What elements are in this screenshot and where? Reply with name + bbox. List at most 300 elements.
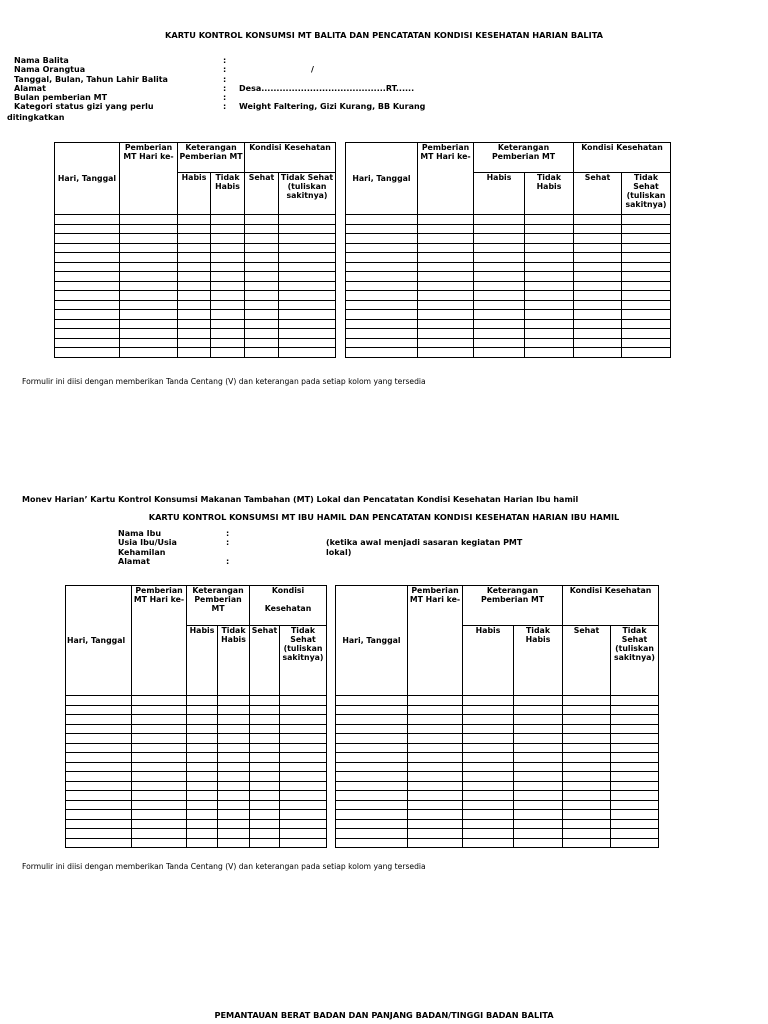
table-cell — [474, 272, 525, 282]
table-cell — [474, 224, 525, 234]
table-cell — [514, 810, 563, 820]
table-cell — [66, 734, 132, 744]
table-cell — [178, 310, 211, 320]
table-cell — [250, 734, 280, 744]
table-cell — [245, 262, 279, 272]
table-cell — [408, 753, 463, 763]
table-cell — [563, 829, 611, 839]
table-row — [55, 253, 336, 263]
table-cell — [336, 791, 408, 801]
table-cell — [418, 281, 474, 291]
table-row — [66, 791, 327, 801]
table-cell — [463, 772, 514, 782]
table-cell — [178, 281, 211, 291]
table-cell — [346, 262, 418, 272]
ibu-hamil-table-left — [65, 585, 327, 848]
table-cell — [66, 743, 132, 753]
table-cell — [336, 696, 408, 706]
table-cell — [250, 762, 280, 772]
table-cell — [611, 838, 659, 848]
table-cell — [178, 243, 211, 253]
table-cell — [563, 800, 611, 810]
table-cell — [611, 781, 659, 791]
table-cell — [418, 310, 474, 320]
table-row — [55, 300, 336, 310]
col-header-tidak-sehat: Tidak Sehat (tuliskan sakitnya) — [279, 173, 336, 215]
table-cell — [346, 243, 418, 253]
table-cell — [346, 272, 418, 282]
table-cell — [120, 310, 178, 320]
col-header-tidak-habis: Tidak Habis — [211, 173, 245, 215]
table-row — [346, 348, 671, 358]
table-cell — [514, 819, 563, 829]
table-row — [336, 762, 659, 772]
table-cell — [514, 715, 563, 725]
table-cell — [514, 753, 563, 763]
table-cell — [418, 215, 474, 225]
table-cell — [514, 724, 563, 734]
table-cell — [622, 338, 671, 348]
table-cell — [563, 696, 611, 706]
table-cell — [187, 800, 218, 810]
table-cell — [66, 753, 132, 763]
table-cell — [250, 829, 280, 839]
balita-identity-fields — [14, 56, 454, 112]
table-row — [55, 310, 336, 320]
table-cell — [525, 348, 574, 358]
table-cell — [211, 329, 245, 339]
table-row — [66, 696, 327, 706]
table-cell — [211, 272, 245, 282]
col-header-tidak-sehat: Tidak Sehat (tuliskan sakitnya) — [622, 173, 671, 215]
table-cell — [622, 329, 671, 339]
table-row — [66, 715, 327, 725]
col-header-habis: Habis — [463, 626, 514, 696]
table-cell — [120, 272, 178, 282]
col-header-kondisi-line1: Kondisi — [271, 586, 305, 595]
table-row — [346, 262, 671, 272]
table-cell — [211, 310, 245, 320]
field-colon: : — [223, 93, 227, 103]
table-cell — [211, 281, 245, 291]
table-cell — [525, 234, 574, 244]
table-row — [66, 724, 327, 734]
table-cell — [474, 234, 525, 244]
table-cell — [408, 743, 463, 753]
table-cell — [132, 734, 187, 744]
table-cell — [66, 781, 132, 791]
table-cell — [178, 253, 211, 263]
table-cell — [245, 329, 279, 339]
table-cell — [66, 696, 132, 706]
table-row — [346, 234, 671, 244]
table-cell — [418, 224, 474, 234]
table-cell — [132, 705, 187, 715]
table-cell — [336, 705, 408, 715]
table-cell — [525, 215, 574, 225]
balita-form-note: Formulir ini diisi dengan memberikan Tanda Centang (V) dan keterangan pada setiap kolom yang tersedia — [22, 377, 426, 386]
table-cell — [120, 300, 178, 310]
table-cell — [120, 215, 178, 225]
table-cell — [514, 762, 563, 772]
table-cell — [611, 810, 659, 820]
table-cell — [563, 715, 611, 725]
table-cell — [525, 224, 574, 234]
table-cell — [346, 348, 418, 358]
table-cell — [418, 338, 474, 348]
table-cell — [611, 715, 659, 725]
table-cell — [418, 253, 474, 263]
table-cell — [563, 743, 611, 753]
table-cell — [418, 348, 474, 358]
table-cell — [336, 829, 408, 839]
table-cell — [245, 319, 279, 329]
table-cell — [55, 300, 120, 310]
table-cell — [245, 272, 279, 282]
col-header-hari-tanggal: Hari, Tanggal — [55, 143, 120, 215]
table-cell — [611, 829, 659, 839]
balita-table-left — [54, 142, 336, 358]
table-cell — [280, 838, 327, 848]
table-cell — [463, 800, 514, 810]
table-cell — [563, 724, 611, 734]
table-cell — [525, 253, 574, 263]
table-row — [346, 338, 671, 348]
table-row — [66, 829, 327, 839]
table-cell — [474, 338, 525, 348]
table-cell — [574, 253, 622, 263]
table-cell — [525, 338, 574, 348]
table-cell — [463, 715, 514, 725]
table-row — [346, 310, 671, 320]
table-cell — [574, 234, 622, 244]
table-cell — [514, 791, 563, 801]
table-cell — [525, 310, 574, 320]
table-cell — [218, 715, 250, 725]
table-cell — [574, 272, 622, 282]
field-label: Nama Balita — [14, 56, 69, 65]
table-row — [346, 319, 671, 329]
table-cell — [280, 819, 327, 829]
table-cell — [474, 215, 525, 225]
table-cell — [218, 753, 250, 763]
table-cell — [132, 724, 187, 734]
table-cell — [463, 838, 514, 848]
table-row — [346, 215, 671, 225]
table-cell — [408, 781, 463, 791]
table-cell — [418, 243, 474, 253]
table-cell — [187, 734, 218, 744]
table-cell — [346, 224, 418, 234]
table-cell — [211, 253, 245, 263]
table-cell — [346, 291, 418, 301]
table-row — [66, 743, 327, 753]
table-cell — [463, 819, 514, 829]
table-cell — [611, 724, 659, 734]
col-header-sehat: Sehat — [563, 626, 611, 696]
table-cell — [245, 338, 279, 348]
table-cell — [245, 348, 279, 358]
field-tanggal-lahir — [14, 75, 454, 84]
table-row — [55, 272, 336, 282]
table-cell — [408, 705, 463, 715]
table-cell — [525, 329, 574, 339]
table-cell — [55, 224, 120, 234]
table-cell — [132, 829, 187, 839]
col-header-sehat: Sehat — [250, 626, 280, 696]
col-header-keterangan: Keterangan Pemberian MT — [178, 143, 245, 173]
table-cell — [279, 319, 336, 329]
table-row — [346, 272, 671, 282]
table-cell — [250, 819, 280, 829]
table-row — [346, 253, 671, 263]
table-cell — [66, 715, 132, 725]
col-header-keterangan: Keterangan Pemberian MT — [187, 586, 250, 626]
table-cell — [574, 243, 622, 253]
table-cell — [250, 705, 280, 715]
table-cell — [563, 810, 611, 820]
table-cell — [279, 234, 336, 244]
table-cell — [218, 838, 250, 848]
table-cell — [55, 281, 120, 291]
table-cell — [218, 781, 250, 791]
table-cell — [280, 696, 327, 706]
table-cell — [132, 791, 187, 801]
table-cell — [336, 810, 408, 820]
table-cell — [336, 762, 408, 772]
table-cell — [514, 743, 563, 753]
table-row — [336, 743, 659, 753]
table-cell — [187, 762, 218, 772]
table-cell — [622, 262, 671, 272]
table-row — [346, 300, 671, 310]
table-cell — [463, 705, 514, 715]
table-cell — [55, 348, 120, 358]
table-cell — [563, 791, 611, 801]
table-cell — [463, 743, 514, 753]
table-cell — [280, 800, 327, 810]
table-cell — [279, 215, 336, 225]
table-row — [346, 224, 671, 234]
table-cell — [514, 829, 563, 839]
col-header-hari-tanggal: Hari, Tanggal — [346, 143, 418, 215]
table-cell — [525, 319, 574, 329]
table-cell — [245, 281, 279, 291]
table-cell — [178, 300, 211, 310]
table-cell — [120, 243, 178, 253]
table-row — [66, 734, 327, 744]
table-cell — [120, 234, 178, 244]
table-cell — [408, 829, 463, 839]
table-cell — [211, 319, 245, 329]
table-cell — [280, 724, 327, 734]
table-cell — [55, 262, 120, 272]
table-cell — [218, 724, 250, 734]
table-cell — [408, 838, 463, 848]
ibu-hamil-identity-fields — [118, 529, 558, 566]
table-cell — [336, 772, 408, 782]
field-nama-balita — [14, 56, 454, 65]
field-colon: : — [223, 102, 227, 112]
table-cell — [55, 319, 120, 329]
table-cell — [336, 800, 408, 810]
table-cell — [463, 781, 514, 791]
table-cell — [611, 734, 659, 744]
table-cell — [132, 772, 187, 782]
table-cell — [66, 724, 132, 734]
table-cell — [187, 838, 218, 848]
col-header-habis: Habis — [187, 626, 218, 696]
table-cell — [525, 243, 574, 253]
table-row — [346, 291, 671, 301]
table-cell — [336, 734, 408, 744]
field-kategori-status-gizi — [14, 102, 454, 111]
monev-heading: Monev Harian’ Kartu Kontrol Konsumsi Makanan Tambahan (MT) Lokal dan Pencatatan Kondisi Kesehatan Harian Ibu hamil — [22, 495, 579, 504]
field-alamat — [14, 84, 454, 93]
field-label: Tanggal, Bulan, Tahun Lahir Balita — [14, 74, 168, 84]
table-cell — [132, 743, 187, 753]
table-cell — [66, 819, 132, 829]
table-cell — [525, 291, 574, 301]
table-cell — [250, 800, 280, 810]
table-cell — [250, 810, 280, 820]
table-cell — [408, 696, 463, 706]
table-cell — [611, 753, 659, 763]
table-cell — [474, 319, 525, 329]
table-cell — [250, 753, 280, 763]
table-cell — [211, 291, 245, 301]
table-cell — [525, 272, 574, 282]
table-cell — [211, 348, 245, 358]
table-cell — [218, 772, 250, 782]
field-colon: : — [226, 529, 230, 538]
field-value: Desa.........................................RT...... — [239, 83, 415, 93]
table-cell — [611, 743, 659, 753]
field-alamat-ibu — [118, 557, 558, 566]
table-cell — [408, 715, 463, 725]
table-cell — [574, 310, 622, 320]
table-cell — [132, 753, 187, 763]
table-cell — [132, 819, 187, 829]
table-cell — [279, 300, 336, 310]
field-bulan-pemberian — [14, 93, 454, 102]
col-header-tidak-sehat: Tidak Sehat (tuliskan sakitnya) — [280, 626, 327, 696]
table-cell — [279, 291, 336, 301]
table-row — [336, 838, 659, 848]
table-cell — [622, 348, 671, 358]
table-cell — [346, 338, 418, 348]
table-cell — [474, 281, 525, 291]
col-header-tidak-sehat: Tidak Sehat (tuliskan sakitnya) — [611, 626, 659, 696]
field-colon: : — [223, 56, 227, 65]
col-header-sehat: Sehat — [574, 173, 622, 215]
table-cell — [245, 234, 279, 244]
table-cell — [218, 743, 250, 753]
table-row — [346, 243, 671, 253]
col-header-keterangan: Keterangan Pemberian MT — [474, 143, 574, 173]
table-cell — [218, 819, 250, 829]
table-cell — [346, 253, 418, 263]
table-cell — [250, 791, 280, 801]
table-cell — [574, 215, 622, 225]
col-header-kondisi: Kondisi Kesehatan — [563, 586, 659, 626]
table-cell — [280, 810, 327, 820]
col-header-kondisi: Kondisi Kesehatan — [245, 143, 336, 173]
ibu-hamil-table-right — [335, 585, 659, 848]
table-cell — [474, 243, 525, 253]
field-nama-orangtua — [14, 65, 454, 74]
ibu-hamil-card-title: KARTU KONTROL KONSUMSI MT IBU HAMIL DAN PENCATATAN KONDISI KESEHATAN HARIAN IBU HAMIL — [148, 512, 620, 522]
field-colon: : — [223, 83, 227, 93]
table-cell — [187, 781, 218, 791]
table-row — [55, 224, 336, 234]
table-cell — [250, 772, 280, 782]
table-cell — [514, 696, 563, 706]
col-header-habis: Habis — [474, 173, 525, 215]
table-row — [336, 772, 659, 782]
table-cell — [336, 781, 408, 791]
table-cell — [178, 319, 211, 329]
table-cell — [178, 348, 211, 358]
field-colon: : — [226, 538, 230, 548]
col-header-keterangan: Keterangan Pemberian MT — [463, 586, 563, 626]
field-label: Alamat — [118, 556, 150, 566]
table-cell — [66, 838, 132, 848]
table-cell — [280, 715, 327, 725]
table-cell — [418, 300, 474, 310]
table-cell — [211, 234, 245, 244]
table-cell — [474, 310, 525, 320]
table-cell — [463, 829, 514, 839]
table-cell — [178, 262, 211, 272]
col-header-sehat: Sehat — [245, 173, 279, 215]
table-row — [55, 234, 336, 244]
table-row — [55, 243, 336, 253]
table-cell — [563, 838, 611, 848]
table-cell — [120, 262, 178, 272]
table-cell — [611, 800, 659, 810]
table-cell — [178, 338, 211, 348]
table-cell — [279, 243, 336, 253]
table-row — [336, 791, 659, 801]
col-header-pemberian: Pemberian MT Hari ke- — [120, 143, 178, 215]
table-cell — [463, 724, 514, 734]
field-value: Weight Faltering, Gizi Kurang, BB Kurang — [239, 102, 426, 112]
table-row — [55, 348, 336, 358]
table-row — [336, 734, 659, 744]
table-cell — [120, 224, 178, 234]
table-cell — [178, 272, 211, 282]
table-row — [55, 262, 336, 272]
table-cell — [218, 791, 250, 801]
table-cell — [574, 262, 622, 272]
table-cell — [245, 291, 279, 301]
table-cell — [245, 253, 279, 263]
table-cell — [336, 715, 408, 725]
table-cell — [279, 262, 336, 272]
table-cell — [474, 300, 525, 310]
table-cell — [514, 772, 563, 782]
table-cell — [132, 762, 187, 772]
table-row — [55, 319, 336, 329]
table-cell — [211, 300, 245, 310]
col-header-hari-tanggal: Hari, Tanggal — [336, 586, 408, 696]
table-cell — [218, 810, 250, 820]
table-cell — [408, 810, 463, 820]
table-cell — [55, 310, 120, 320]
table-cell — [611, 772, 659, 782]
table-cell — [574, 338, 622, 348]
